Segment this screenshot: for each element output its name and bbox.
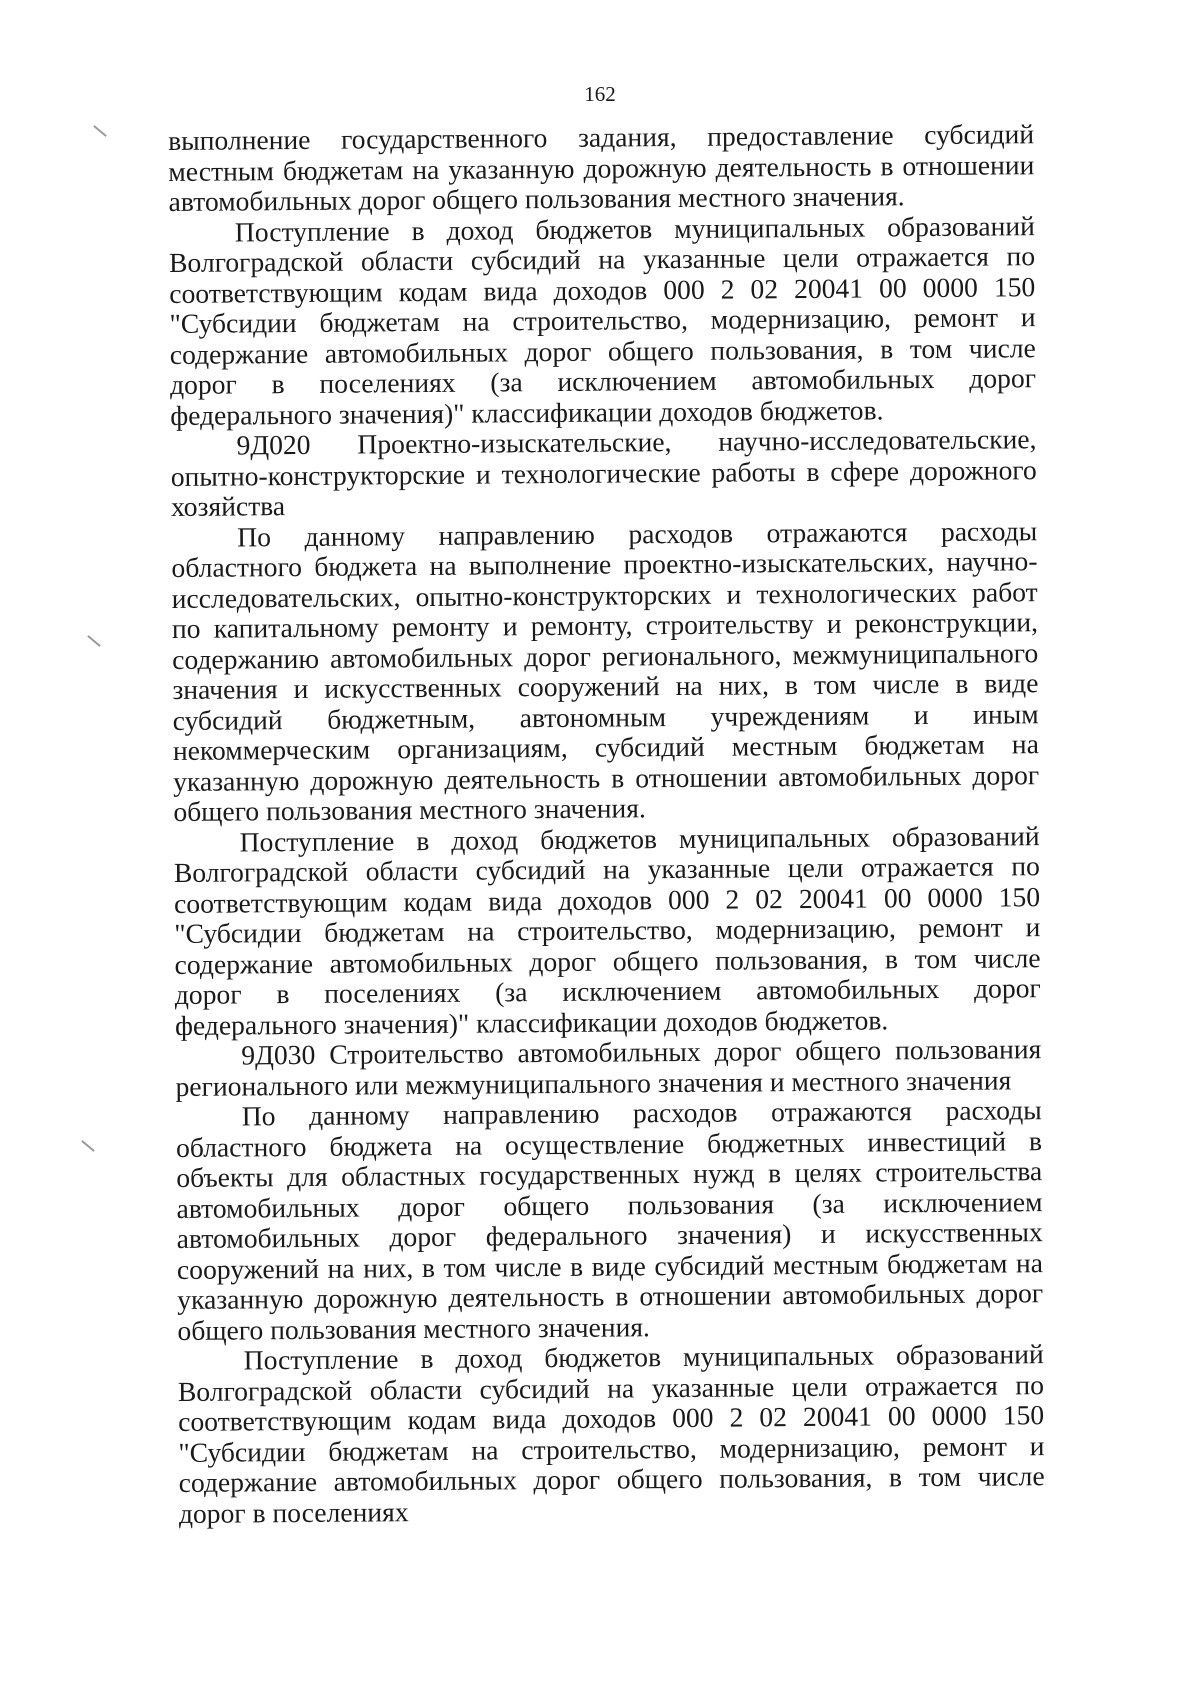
paragraph: выполнение государственного задания, предоставление субсидий местным бюджетам на указанную дорожную деятельность в отношении автомобильных дорог общего пользования местного значения. bbox=[167, 118, 1035, 217]
paragraph: По данному направлению расходов отражаются расходы областного бюджета на выполнение проектно-изыскательских, научно-исследовательских, опытно-конструкторских и технологических работ по капитальному ремонту и ремонту, строительству и реконструкции, содержанию автомобильных дорог регионального, межмуниципального значения и искусственных сооружений на них, в том числе в виде субсидий бюджетным, автономным учреждениям и иным некоммерческим организациям, субсидий местным бюджетам на указанную дорожную деятельность в отношении автомобильных дорог общего пользования местного значения. bbox=[171, 514, 1040, 827]
paragraph: Поступление в доход бюджетов муниципальных образований Волгоградской области субсидий на указанные цели отражается по соответствующим кодам вида доходов 000 2 02 20041 00 0000 150 "Субсидии бюджетам на строительство, модернизацию, ремонт и содержание автомобильных дорог общего пользования, в том числе дорог в поселениях (за исключением автомобильных дорог федерального значения)" классификации доходов бюджетов. bbox=[168, 209, 1037, 431]
scan-artifact-mark bbox=[87, 635, 101, 647]
document-body bbox=[168, 119, 1045, 1529]
paragraph: Поступление в доход бюджетов муниципальных образований Волгоградской области субсидий на указанные цели отражается по соответствующим кодам вида доходов 000 2 02 20041 00 0000 150 "Субсидии бюджетам на строительство, модернизацию, ремонт и содержание автомобильных дорог общего пользования, в том числе дорог в поселениях bbox=[177, 1338, 1045, 1529]
scan-artifact-mark bbox=[81, 1140, 95, 1152]
paragraph: Поступление в доход бюджетов муниципальных образований Волгоградской области субсидий на указанные цели отражается по соответствующим кодам вида доходов 000 2 02 20041 00 0000 150 "Субсидии бюджетам на строительство, модернизацию, ремонт и содержание автомобильных дорог общего пользования, в том числе дорог в поселениях (за исключением автомобильных дорог федерального значения)" классификации доходов бюджетов. bbox=[173, 819, 1041, 1041]
section-heading-9d030: 9Д030 Строительство автомобильных дорог общего пользования регионального или межмуниципального значения и местного значения bbox=[175, 1033, 1042, 1102]
scan-artifact-mark bbox=[93, 125, 107, 137]
page-number: 162 bbox=[584, 82, 616, 106]
paragraph: По данному направлению расходов отражаются расходы областного бюджета на осуществление бюджетных инвестиций в объекты для областных государственных нужд в целях строительства автомобильных дорог общего пользования (за исключением автомобильных дорог федерального значения) и искусственных сооружений на них, в том числе в виде субсидий местным бюджетам на указанную дорожную деятельность в отношении автомобильных дорог общего пользования местного значения. bbox=[175, 1094, 1044, 1346]
section-heading-9d020: 9Д020 Проектно-изыскательские, научно-исследовательские, опытно-конструкторские и технологические работы в сфере дорожного хозяйства bbox=[170, 423, 1037, 522]
